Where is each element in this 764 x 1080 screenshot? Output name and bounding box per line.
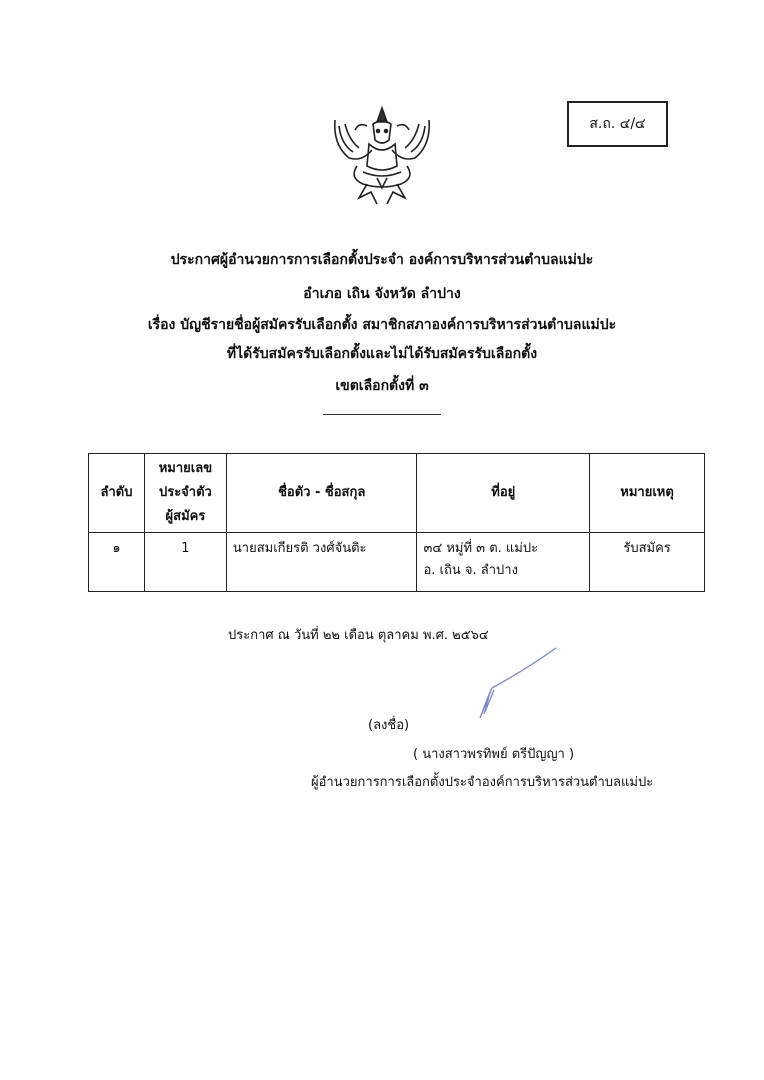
signature-mark-icon	[470, 640, 570, 725]
address-line2: อ. เถิน จ. ลำปาง	[423, 563, 518, 578]
signer-title: ผู้อำนวยการการเลือกตั้งประจำองค์การบริหารส่วนตำบลแม่ปะ	[311, 775, 654, 790]
garuda-emblem-icon	[327, 100, 437, 210]
table-header-row	[89, 454, 705, 533]
header-candidate-no-line1: หมายเลข	[158, 461, 213, 476]
header-address: ที่อยู่	[417, 454, 590, 533]
cell-address	[417, 533, 590, 592]
cell-candidate-no: 1	[144, 533, 226, 592]
address-line1: ๓๔ หมู่ที่ ๓ ต. แม่ปะ	[423, 541, 539, 556]
heading-subject: เรื่อง บัญชีรายชื่อผู้สมัครรับเลือกตั้ง สมาชิกสภาองค์การบริหารส่วนตำบลแม่ปะ	[147, 317, 617, 333]
header-name: ชื่อตัว - ชื่อสกุล	[226, 454, 417, 533]
heading-subject-cont: ที่ได้รับสมัครรับเลือกตั้งและไม่ได้รับสมัครรับเลือกตั้ง	[226, 346, 538, 362]
signer-name: ( นางสาวพรทิพย์ ตรีปัญญา )	[413, 747, 575, 762]
heading-district: อำเภอ เถิน จังหวัด ลำปาง	[303, 286, 461, 302]
header-order: ลำดับ	[89, 454, 145, 533]
candidates-table	[88, 453, 705, 592]
cell-name: นายสมเกียรติ วงศ์จันติะ	[226, 533, 417, 592]
announcement-date: ประกาศ ณ วันที่ ๒๒ เดือน ตุลาคม พ.ศ. ๒๕๖๔	[228, 628, 489, 643]
heading-constituency: เขตเลือกตั้งที่ ๓	[335, 378, 429, 394]
header-candidate-no	[144, 454, 226, 533]
heading-title: ประกาศผู้อำนวยการการเลือกตั้งประจำ องค์การบริหารส่วนตำบลแม่ปะ	[170, 252, 594, 268]
form-code: ส.ถ. ๔/๔	[589, 116, 646, 132]
table-row	[89, 533, 705, 592]
header-remark: หมายเหตุ	[590, 454, 705, 533]
heading-divider	[323, 414, 441, 415]
sign-label: (ลงชื่อ)	[368, 718, 410, 733]
header-candidate-no-line2: ประจำตัว	[158, 485, 212, 500]
cell-order: ๑	[89, 533, 145, 592]
cell-remark: รับสมัคร	[590, 533, 705, 592]
header-candidate-no-line3: ผู้สมัคร	[165, 509, 206, 524]
form-code-box	[567, 101, 668, 147]
